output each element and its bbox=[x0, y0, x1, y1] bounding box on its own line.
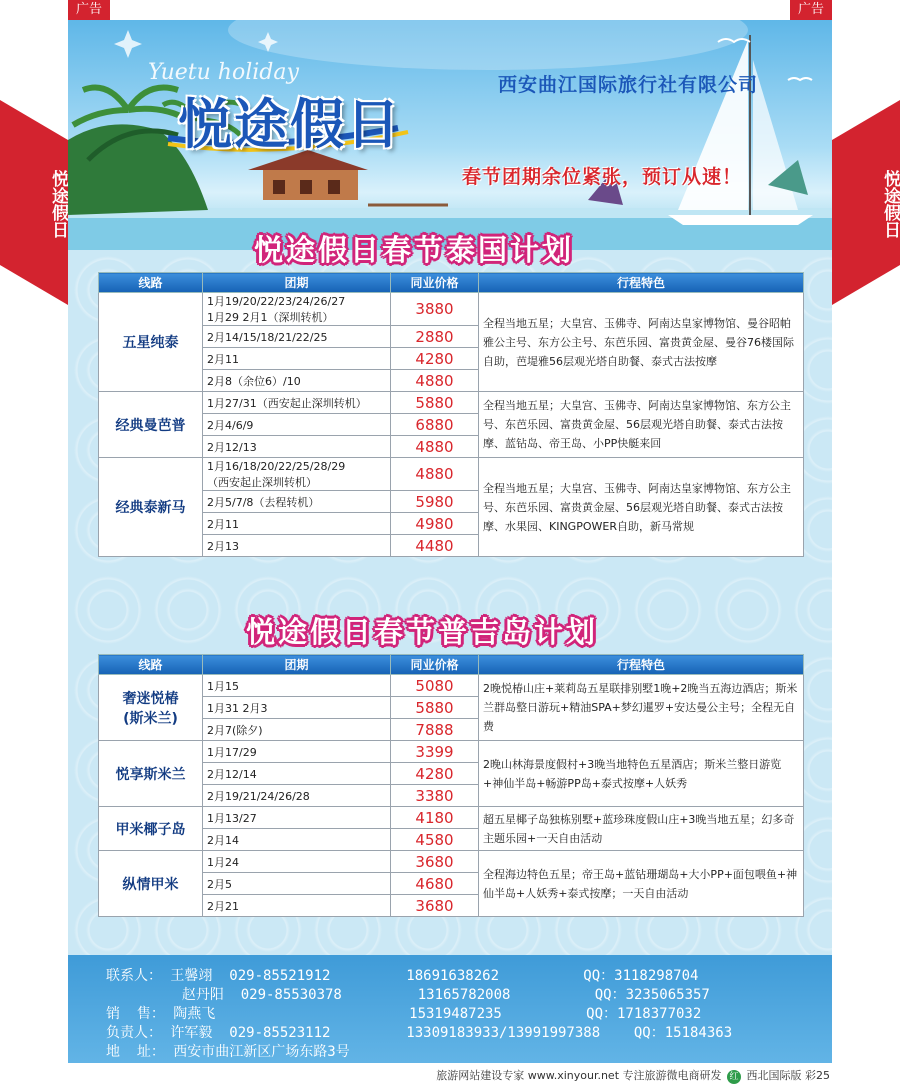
table-row bbox=[99, 807, 804, 829]
table-row bbox=[99, 741, 804, 763]
trade-price: 5080 bbox=[391, 675, 479, 697]
trade-price: 4280 bbox=[391, 348, 479, 370]
table-header-row bbox=[99, 273, 804, 293]
tour-dates: 1月16/18/20/22/25/28/29 （西安起止深圳转机） bbox=[203, 458, 391, 491]
col-price: 同业价格 bbox=[391, 655, 479, 675]
footer-right-text: 西北国际版 彩25 bbox=[746, 1069, 830, 1082]
tour-dates: 2月7(除夕) bbox=[203, 719, 391, 741]
hero-banner bbox=[68, 20, 832, 250]
trade-price: 4880 bbox=[391, 458, 479, 491]
route-name: 纵情甲米 bbox=[99, 851, 203, 917]
col-price: 同业价格 bbox=[391, 273, 479, 293]
col-features: 行程特色 bbox=[479, 273, 804, 293]
ad-tag-right: 广告 bbox=[790, 0, 832, 20]
tour-dates: 1月19/20/22/23/24/26/27 1月29 2月1（深圳转机） bbox=[203, 293, 391, 326]
tour-dates: 2月19/21/24/26/28 bbox=[203, 785, 391, 807]
itinerary-features: 超五星椰子岛独栋别墅+蓝珍珠度假山庄+3晚当地五星；幻多奇主题乐园+一天自由活动 bbox=[479, 807, 804, 851]
tour-dates: 2月14/15/18/21/22/25 bbox=[203, 326, 391, 348]
table-row bbox=[99, 458, 804, 491]
tour-dates: 2月13 bbox=[203, 535, 391, 557]
trade-price: 5880 bbox=[391, 392, 479, 414]
route-name: 经典泰新马 bbox=[99, 458, 203, 557]
itinerary-features: 全程当地五星；大皇宫、玉佛寺、阿南达皇家博物馆、东方公主号、东芭乐园、富贵黄金屋、56层观光塔自助餐、泰式古法按摩、水果园、KINGPOWER自助，新马常规 bbox=[479, 458, 804, 557]
tour-dates: 1月27/31（西安起止深圳转机） bbox=[203, 392, 391, 414]
tour-dates: 2月4/6/9 bbox=[203, 414, 391, 436]
trade-price: 4180 bbox=[391, 807, 479, 829]
trade-price: 4880 bbox=[391, 436, 479, 458]
trade-price: 4480 bbox=[391, 535, 479, 557]
tour-dates: 1月31 2月3 bbox=[203, 697, 391, 719]
trade-price: 4980 bbox=[391, 513, 479, 535]
trade-price: 7888 bbox=[391, 719, 479, 741]
side-label-left: 悦途假日 bbox=[48, 170, 68, 238]
contact-line: 赵丹阳 029-85530378 13165782008 QQ：3235065357 bbox=[106, 987, 710, 1003]
tour-dates: 1月15 bbox=[203, 675, 391, 697]
route-name: 甲米椰子岛 bbox=[99, 807, 203, 851]
tour-dates: 2月11 bbox=[203, 513, 391, 535]
trade-price: 3880 bbox=[391, 293, 479, 326]
col-route: 线路 bbox=[99, 655, 203, 675]
table-row bbox=[99, 675, 804, 697]
company-name: 西安曲江国际旅行社有限公司 bbox=[498, 74, 759, 96]
tour-dates: 2月14 bbox=[203, 829, 391, 851]
thailand-plan-table bbox=[98, 272, 804, 557]
tour-dates: 2月11 bbox=[203, 348, 391, 370]
tour-dates: 1月17/29 bbox=[203, 741, 391, 763]
itinerary-features: 全程当地五星；大皇宫、玉佛寺、阿南达皇家博物馆、东方公主号、东芭乐园、富贵黄金屋、56层观光塔自助餐、泰式古法按摩、蓝钻岛、帝王岛、小PP快艇来回 bbox=[479, 392, 804, 458]
trade-price: 3680 bbox=[391, 895, 479, 917]
side-ribbon-left bbox=[0, 100, 68, 305]
trade-price: 5980 bbox=[391, 491, 479, 513]
footer-text bbox=[436, 1067, 830, 1084]
col-dates: 团期 bbox=[203, 655, 391, 675]
page-footer bbox=[0, 1063, 900, 1085]
footer-left-text: 旅游网站建设专家 www.xinyour.net 专注旅游微电商研发 bbox=[436, 1069, 722, 1082]
ad-page bbox=[68, 20, 832, 1063]
tour-dates: 2月5 bbox=[203, 873, 391, 895]
col-dates: 团期 bbox=[203, 273, 391, 293]
trade-price: 3680 bbox=[391, 851, 479, 873]
side-ribbon-right bbox=[832, 100, 900, 305]
route-name: 经典曼芭普 bbox=[99, 392, 203, 458]
trade-price: 4280 bbox=[391, 763, 479, 785]
brand-logo-text: 悦途假日 bbox=[178, 93, 402, 156]
itinerary-features: 全程当地五星；大皇宫、玉佛寺、阿南达皇家博物馆、曼谷昭帕雅公主号、东方公主号、东芭乐园、富贵黄金屋、曼谷76楼国际自助，芭堤雅56层观光塔自助餐、泰式古法按摩 bbox=[479, 293, 804, 392]
phuket-plan-table bbox=[98, 654, 804, 917]
itinerary-features: 2晚山林海景度假村+3晚当地特色五星酒店；斯米兰整日游览+神仙半岛+畅游PP岛+泰式按摩+人妖秀 bbox=[479, 741, 804, 807]
table-row bbox=[99, 392, 804, 414]
tour-dates: 1月24 bbox=[203, 851, 391, 873]
phuket-plan-title: 悦途假日春节普吉岛计划 bbox=[246, 615, 599, 649]
table-header-row bbox=[99, 655, 804, 675]
trade-price: 5880 bbox=[391, 697, 479, 719]
col-features: 行程特色 bbox=[479, 655, 804, 675]
tour-dates: 2月12/14 bbox=[203, 763, 391, 785]
tour-dates: 1月13/27 bbox=[203, 807, 391, 829]
tour-dates: 2月12/13 bbox=[203, 436, 391, 458]
ad-tag-left: 广告 bbox=[68, 0, 110, 20]
contact-panel bbox=[68, 955, 832, 1063]
top-bar bbox=[0, 0, 900, 20]
tour-dates: 2月5/7/8（去程转机） bbox=[203, 491, 391, 513]
trade-price: 6880 bbox=[391, 414, 479, 436]
contact-line: 负责人： 许军毅 029-85523112 13309183933/13991997388 QQ：15184363 bbox=[106, 1025, 733, 1041]
footer-badge: 红 bbox=[727, 1070, 741, 1084]
trade-price: 3399 bbox=[391, 741, 479, 763]
slogan: 春节团期余位紧张，预订从速！ bbox=[462, 166, 743, 188]
contact-address: 地 址： 西安市曲江新区广场东路3号 bbox=[106, 1044, 350, 1060]
route-name: 五星纯泰 bbox=[99, 293, 203, 392]
route-name: 悦享斯米兰 bbox=[99, 741, 203, 807]
itinerary-features: 全程海边特色五星；帝王岛+蓝钻珊瑚岛+大小PP+面包喂鱼+神仙半岛+人妖秀+泰式按摩；一天自由活动 bbox=[479, 851, 804, 917]
itinerary-features: 2晚悦椿山庄+莱莉岛五星联排别墅1晚+2晚当五海边酒店；斯米兰群岛整日游玩+精油SPA+梦幻暹罗+安达曼公主号；全程无自费 bbox=[479, 675, 804, 741]
trade-price: 4680 bbox=[391, 873, 479, 895]
tour-dates: 2月21 bbox=[203, 895, 391, 917]
thailand-plan-title: 悦途假日春节泰国计划 bbox=[254, 233, 575, 267]
trade-price: 4580 bbox=[391, 829, 479, 851]
script-title: Yuetu holiday bbox=[148, 60, 299, 85]
trade-price: 3380 bbox=[391, 785, 479, 807]
trade-price: 4880 bbox=[391, 370, 479, 392]
trade-price: 2880 bbox=[391, 326, 479, 348]
route-name: 奢迷悦椿 (斯米兰) bbox=[99, 675, 203, 741]
contact-line: 销 售： 陶燕飞 15319487235 QQ：1718377032 bbox=[106, 1006, 702, 1022]
tour-dates: 2月8（余位6）/10 bbox=[203, 370, 391, 392]
table-row bbox=[99, 293, 804, 326]
table-row bbox=[99, 851, 804, 873]
side-label-right: 悦途假日 bbox=[880, 170, 900, 238]
contact-line: 联系人： 王馨翊 029-85521912 18691638262 QQ：3118298704 bbox=[106, 968, 699, 984]
col-route: 线路 bbox=[99, 273, 203, 293]
